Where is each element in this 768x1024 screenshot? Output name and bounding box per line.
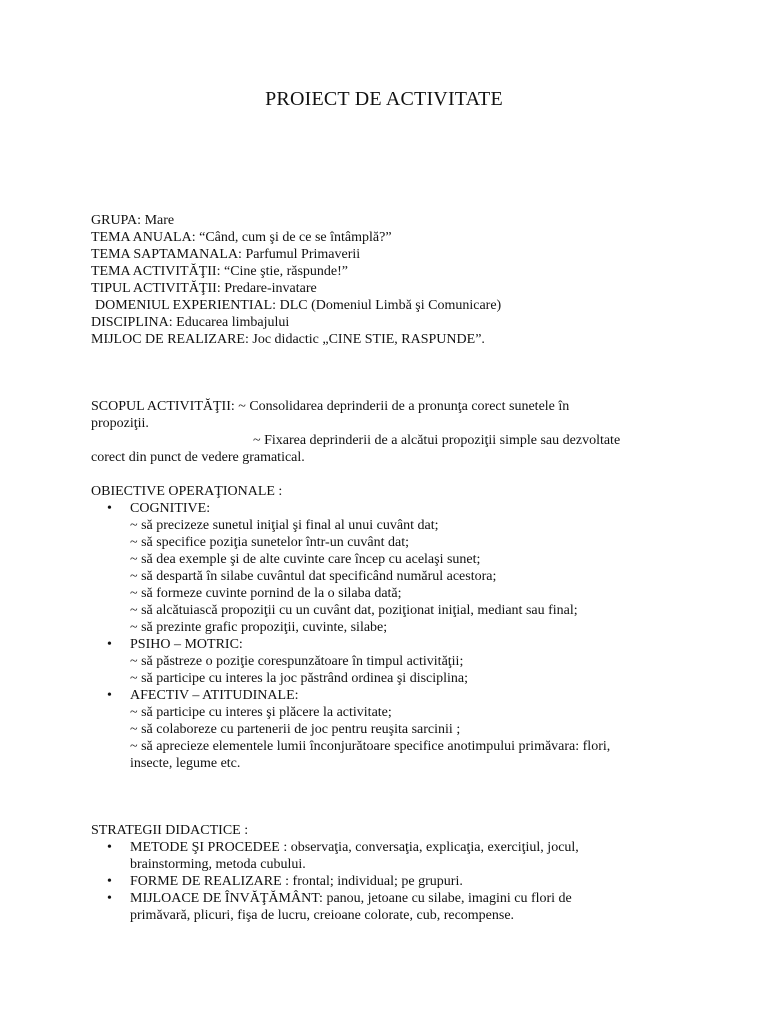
bullet-icon: • (107, 501, 112, 516)
bullet-icon: • (107, 891, 112, 906)
obiective-heading: OBIECTIVE OPERAŢIONALE : (91, 484, 283, 499)
strategii-forme: FORME DE REALIZARE : frontal; individual; pe grupuri. (130, 874, 463, 889)
list-item: ~ să specifice poziţia sunetelor într-un cuvânt dat; (130, 535, 410, 550)
list-item: ~ să păstreze o poziţie corespunzătoare în timpul activităţii; (130, 654, 464, 669)
list-item: ~ să alcătuiască propoziţii cu un cuvânt dat, poziţionat iniţial, mediant sau final; (130, 603, 578, 618)
info-mijloc: MIJLOC DE REALIZARE: Joc didactic „CINE STIE, RASPUNDE”. (91, 332, 485, 347)
group-psiho-motric: PSIHO – MOTRIC: (130, 637, 243, 652)
info-domeniul: DOMENIUL EXPERIENTIAL: DLC (Domeniul Limbă şi Comunicare) (95, 298, 502, 313)
scop-line-1: SCOPUL ACTIVITĂŢII: ~ Consolidarea deprinderii de a pronunţa corect sunetele în (91, 399, 570, 414)
strategii-metode: METODE ŞI PROCEDEE : observaţia, conversaţia, explicaţia, exerciţiul, jocul, (130, 840, 579, 855)
info-tipul-activitatii: TIPUL ACTIVITĂŢII: Predare-invatare (91, 281, 317, 296)
strategii-metode-cont: brainstorming, metoda cubului. (130, 857, 306, 872)
info-grupa: GRUPA: Mare (91, 213, 175, 228)
bullet-icon: • (107, 637, 112, 652)
info-tema-activitatii: TEMA ACTIVITĂŢII: “Cine ştie, răspunde!” (91, 264, 348, 279)
info-tema-saptamanala: TEMA SAPTAMANALA: Parfumul Primaverii (91, 247, 361, 262)
list-item: ~ să participe cu interes şi plăcere la activitate; (130, 705, 392, 720)
strategii-mijloace: MIJLOACE DE ÎNVĂŢĂMÂNT: panou, jetoane cu silabe, imagini cu flori de (130, 891, 572, 906)
info-disciplina: DISCIPLINA: Educarea limbajului (91, 315, 290, 330)
list-item: ~ să participe cu interes la joc păstrând ordinea şi disciplina; (130, 671, 469, 686)
list-item: ~ să formeze cuvinte pornind de la o silaba dată; (130, 586, 402, 601)
scop-line-1b: propoziţii. (91, 416, 149, 431)
strategii-heading: STRATEGII DIDACTICE : (91, 823, 249, 838)
strategii-mijloace-cont: primăvară, plicuri, fişa de lucru, creioane colorate, cub, recompense. (130, 908, 515, 923)
scop-line-2: ~ Fixarea deprinderii de a alcătui propoziţii simple sau dezvoltate (253, 433, 621, 448)
list-item: ~ să colaboreze cu partenerii de joc pentru reuşita sarcinii ; (130, 722, 461, 737)
bullet-icon: • (107, 840, 112, 855)
bullet-icon: • (107, 688, 112, 703)
bullet-icon: • (107, 874, 112, 889)
list-item: ~ să prezinte grafic propoziţii, cuvinte, silabe; (130, 620, 388, 635)
list-item: insecte, legume etc. (130, 756, 241, 771)
page-title: PROIECT DE ACTIVITATE (265, 88, 503, 110)
list-item: ~ să dea exemple şi de alte cuvinte care încep cu acelaşi sunet; (130, 552, 481, 567)
info-tema-anuala: TEMA ANUALA: “Când, cum şi de ce se întâmplă?” (91, 230, 392, 245)
list-item: ~ să despartă în silabe cuvântul dat specificând numărul acestora; (130, 569, 497, 584)
group-afectiv: AFECTIV – ATITUDINALE: (130, 688, 299, 703)
scop-line-2b: corect din punct de vedere gramatical. (91, 450, 305, 465)
list-item: ~ să aprecieze elementele lumii înconjurătoare specifice anotimpului primăvara: flori, (130, 739, 611, 754)
group-cognitive: COGNITIVE: (130, 501, 211, 516)
list-item: ~ să precizeze sunetul iniţial şi final al unui cuvânt dat; (130, 518, 439, 533)
